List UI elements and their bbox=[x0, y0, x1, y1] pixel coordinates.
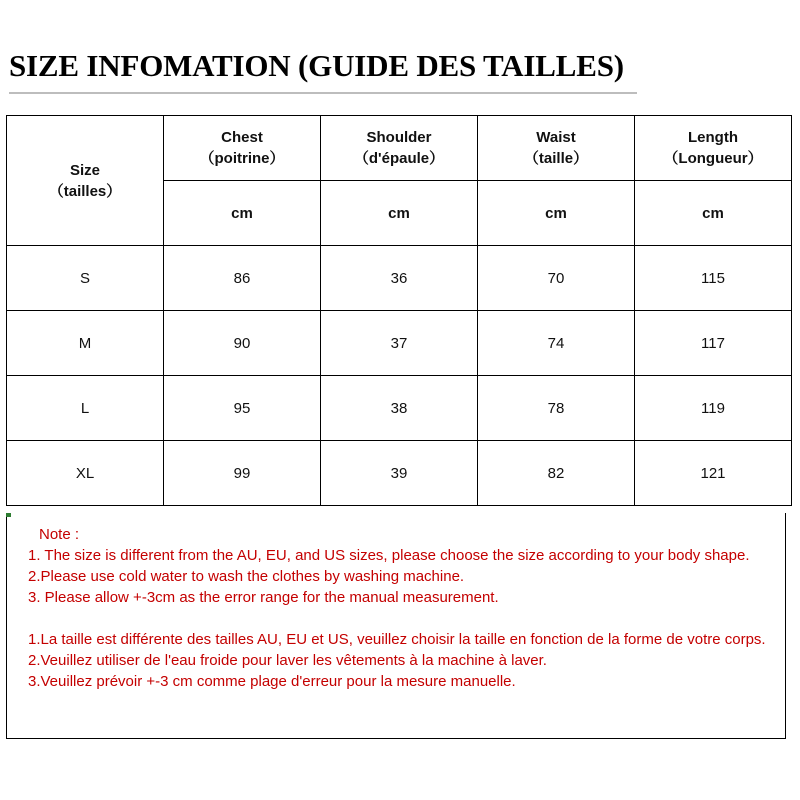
table-row-xl bbox=[7, 441, 792, 506]
chest-cell: 99 bbox=[164, 441, 321, 506]
size-cell: S bbox=[7, 246, 164, 311]
chest-unit-cell: cm bbox=[164, 181, 321, 246]
length-unit-cell: cm bbox=[635, 181, 792, 246]
waist-cell: 74 bbox=[478, 311, 635, 376]
note-fr-1: 1.La taille est différente des tailles AU, EU et US, veuillez choisir la taille en fonction de la forme de votre corps. bbox=[28, 631, 766, 648]
chest-header-cell bbox=[164, 116, 321, 181]
chest-cell: 86 bbox=[164, 246, 321, 311]
length-cell: 117 bbox=[635, 311, 792, 376]
table-row-l bbox=[7, 376, 792, 441]
shoulder-cell: 37 bbox=[321, 311, 478, 376]
shoulder-unit-cell: cm bbox=[321, 181, 478, 246]
length-header-label: Length bbox=[688, 129, 738, 146]
table-row-m bbox=[7, 311, 792, 376]
note-en-1: 1. The size is different from the AU, EU, and US sizes, please choose the size according to your body shape. bbox=[28, 547, 750, 564]
waist-unit-cell: cm bbox=[478, 181, 635, 246]
corner-mark bbox=[6, 513, 11, 517]
note-en-3: 3. Please allow +-3cm as the error range for the manual measurement. bbox=[28, 589, 499, 606]
title-divider bbox=[9, 92, 637, 94]
shoulder-cell: 36 bbox=[321, 246, 478, 311]
length-cell: 121 bbox=[635, 441, 792, 506]
length-header-french-label: （Longueur） bbox=[663, 150, 763, 167]
length-header-cell bbox=[635, 116, 792, 181]
chest-header-label: Chest bbox=[221, 129, 263, 146]
shoulder-cell: 38 bbox=[321, 376, 478, 441]
size-cell: XL bbox=[7, 441, 164, 506]
page-title: SIZE INFOMATION (GUIDE DES TAILLES) bbox=[9, 48, 624, 83]
chest-header-french-label: （poitrine） bbox=[199, 150, 285, 167]
notes-panel bbox=[6, 513, 786, 739]
shoulder-cell: 39 bbox=[321, 441, 478, 506]
waist-cell: 78 bbox=[478, 376, 635, 441]
notes-label: Note : bbox=[39, 526, 80, 543]
chest-cell: 90 bbox=[164, 311, 321, 376]
waist-header-cell bbox=[478, 116, 635, 181]
waist-cell: 82 bbox=[478, 441, 635, 506]
waist-cell: 70 bbox=[478, 246, 635, 311]
size-header-french-label: （tailles） bbox=[48, 182, 122, 200]
note-en-2: 2.Please use cold water to wash the clothes by washing machine. bbox=[28, 568, 465, 585]
length-cell: 115 bbox=[635, 246, 792, 311]
notes-spacer bbox=[28, 608, 777, 629]
length-cell: 119 bbox=[635, 376, 792, 441]
size-header-cell bbox=[7, 116, 164, 246]
size-chart-table bbox=[6, 115, 792, 506]
shoulder-header-french-label: （d'épaule） bbox=[353, 150, 445, 167]
table-row-s bbox=[7, 246, 792, 311]
header-row bbox=[7, 116, 792, 181]
shoulder-header-label: Shoulder bbox=[366, 129, 432, 146]
size-cell: M bbox=[7, 311, 164, 376]
note-fr-2: 2.Veuillez utiliser de l'eau froide pour laver les vêtements à la machine à laver. bbox=[28, 652, 547, 669]
waist-header-label: Waist bbox=[536, 129, 576, 146]
waist-header-french-label: （taille） bbox=[523, 150, 589, 167]
note-fr-3: 3.Veuillez prévoir +-3 cm comme plage d'erreur pour la mesure manuelle. bbox=[28, 673, 516, 690]
shoulder-header-cell bbox=[321, 116, 478, 181]
chest-cell: 95 bbox=[164, 376, 321, 441]
size-header-label: Size bbox=[69, 161, 100, 179]
size-cell: L bbox=[7, 376, 164, 441]
